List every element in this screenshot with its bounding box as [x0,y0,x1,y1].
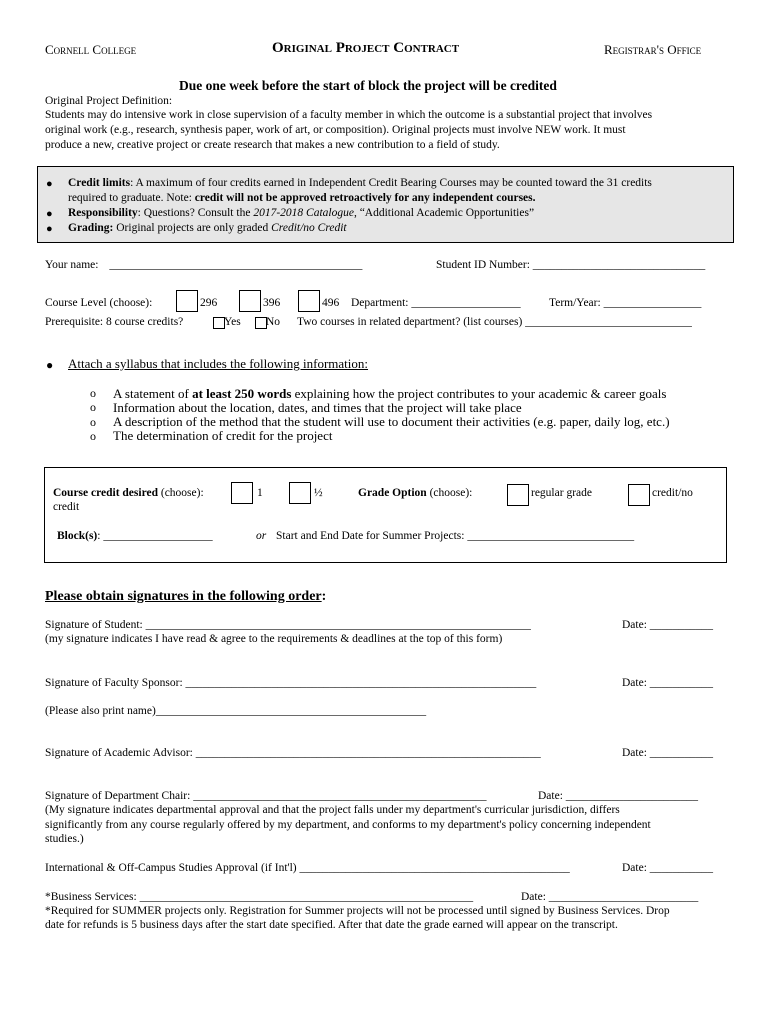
or-text: or [256,530,267,542]
level-296-checkbox[interactable] [176,290,198,312]
syllabus-heading: Attach a syllabus that includes the following information: [68,356,369,371]
credit-desired-choose: (choose): [157,487,204,499]
chair-date-field[interactable]: _______________________ [565,790,699,802]
course-level-label: Course Level (choose): [45,297,153,309]
circle-bullet-icon: o [90,386,96,400]
credit-limits-label: Credit limits [68,177,131,189]
bullet-icon: ● [46,208,53,220]
business-signature-row [45,891,473,903]
faculty-date-row [622,677,713,689]
prereq-no-label: No [266,316,281,328]
department-field[interactable]: ___________________ [411,297,521,309]
bullet-icon: ● [46,358,54,372]
chair-note-line-2: significantly from any course regularly offered by my department, and conforms to my department's policy concerning independent [45,819,651,831]
level-396-label: 396 [263,297,281,309]
faculty-date-label: Date: [622,677,647,689]
registrar-office: Registrar's Office [604,42,702,57]
summer-row [276,530,634,542]
prereq-label: Prerequisite: [45,316,104,328]
two-courses-label: Two courses in related department? (list courses) [297,316,523,328]
syllabus-item-1-a: A statement of [113,386,193,401]
prereq-yes-label: Yes [224,316,241,328]
signatures-heading-colon: : [321,589,327,604]
print-name-label: (Please also print name) [45,705,156,717]
print-name-field[interactable]: _______________________________________________ [155,705,427,717]
chair-date-row [538,790,698,802]
student-date-label: Date: [622,619,647,631]
grade-regular-label: regular grade [531,487,592,499]
block-field[interactable]: ___________________ [103,530,213,542]
advisor-date-field[interactable]: ___________ [649,747,714,759]
student-date-row [622,619,713,631]
syllabus-item-3: A description of the method that the student will use to document their activities (e.g. paper, daily log, etc.) [113,414,670,429]
circle-bullet-icon: o [90,400,96,414]
student-id-field[interactable]: ______________________________ [532,259,706,271]
credit-limits-text: : A maximum of four credits earned in Independent Credit Bearing Courses may be counted toward the 31 credits [130,177,652,189]
business-date-label: Date: [521,891,546,903]
business-date-field[interactable]: __________________________ [548,891,699,903]
grading-text: Original projects are only graded [113,222,272,234]
advisor-signature-row [45,747,541,759]
credit-limits-note: required to graduate. Note: [68,192,195,204]
level-296-label: 296 [200,297,218,309]
advisor-date-label: Date: [622,747,647,759]
grading [68,222,347,234]
grading-mode: Credit/no Credit [271,222,347,234]
business-note-line-2: date for refunds is 5 business days after the start date specified. After that date the grade earned will appear on the transcript. [45,919,618,931]
faculty-signature-field[interactable]: _____________________________________________________________ [185,677,537,689]
advisor-signature-label: Signature of Academic Advisor: [45,747,193,759]
advisor-signature-field[interactable]: ____________________________________________________________ [195,747,541,759]
name-row [45,259,362,271]
credit-limits [68,177,652,189]
student-signature-field[interactable]: ___________________________________________________________________ [145,619,531,631]
college-name: Cornell College [45,42,137,57]
student-signature-row [45,619,531,631]
prereq-text: 8 course credits? [103,316,184,328]
signatures-heading [45,589,326,605]
summer-label: Start and End Date for Summer Projects: [276,530,465,542]
grading-label: Grading: [68,222,114,234]
block-row [57,530,213,542]
responsibility [68,207,534,219]
intl-signature-row [45,862,570,874]
credit-desired-label: Course credit desired [53,487,158,499]
chair-note-line-3: studies.) [45,833,84,845]
student-signature-note: (my signature indicates I have read & agree to the requirements & deadlines at the top of this form) [45,633,503,645]
syllabus-item-1-c: explaining how the project contributes to your academic & career goals [291,386,667,401]
chair-signature-label: Signature of Department Chair: [45,790,191,802]
student-date-field[interactable]: ___________ [649,619,714,631]
name-label: Your name: [45,259,99,271]
department-row [351,297,521,309]
block-colon: : [97,530,101,542]
credit-one-label: 1 [257,487,263,499]
definition-title: Original Project Definition: [45,95,173,107]
credit-limits-line-2 [68,192,536,204]
faculty-signature-label: Signature of Faculty Sponsor: [45,677,183,689]
student-id-row [436,259,705,271]
student-signature-label: Signature of Student: [45,619,143,631]
faculty-date-field[interactable]: ___________ [649,677,714,689]
credit-limits-warning: credit will not be approved retroactively for any independent courses. [194,192,536,204]
circle-bullet-icon: o [90,429,96,443]
responsibility-text: : Questions? Consult the [137,207,254,219]
business-signature-field[interactable]: __________________________________________________________ [139,891,474,903]
catalogue-ref: 2017-2018 Catalogue [253,207,354,219]
due-notice: Due one week before the start of block the project will be credited [179,78,557,93]
intl-date-row [622,862,713,874]
block-label: Block(s) [57,530,98,542]
signatures-heading-text: Please obtain signatures in the following order [45,589,322,604]
credit-one-checkbox[interactable] [231,482,253,504]
definition-line-3: produce a new, creative project or create research that makes a new contribution to a field of study. [45,139,500,151]
student-id-label: Student ID Number: [436,259,530,271]
level-496-label: 496 [322,297,340,309]
grade-option-label: Grade Option [358,487,427,499]
name-field[interactable]: ____________________________________________ [109,259,363,271]
level-496-checkbox[interactable] [298,290,320,312]
level-396-checkbox[interactable] [239,290,261,312]
intl-signature-label: International & Off-Campus Studies Approval (if Int'l) [45,862,297,874]
responsibility-section: , “Additional Academic Opportunities” [353,207,535,219]
credit-half-checkbox[interactable] [289,482,311,504]
business-date-row [521,891,698,903]
term-label: Term/Year: [549,297,601,309]
chair-signature-row [45,790,486,802]
credit-box [44,467,727,563]
business-signature-label: *Business Services: [45,891,137,903]
credit-wrap: credit [53,501,80,513]
syllabus-item-2: Information about the location, dates, and times that the project will take place [113,400,522,415]
responsibility-label: Responsibility [68,207,138,219]
intl-signature-field[interactable]: _______________________________________________ [299,862,570,874]
chair-note-line-1: (My signature indicates departmental approval and that the project falls under my department's curricular jurisdiction, differs [45,804,620,816]
page-title: Original Project Contract [272,40,460,56]
chair-date-label: Date: [538,790,563,802]
definition-line-1: Students may do intensive work in close supervision of a faculty member in which the outcome is a substantial project that involves [45,109,653,121]
grade-regular-checkbox[interactable] [507,484,529,506]
print-name-row [45,705,426,717]
bullet-icon: ● [46,178,53,190]
grade-option-row [358,487,472,499]
credit-half-label: ½ [314,487,323,499]
term-field[interactable]: _________________ [603,297,702,309]
grade-option-choose: (choose): [426,487,473,499]
prereq-row [45,316,183,328]
syllabus-item-1-b: at least 250 words [192,386,292,401]
bullet-icon: ● [46,223,53,235]
grade-credit-checkbox[interactable] [628,484,650,506]
intl-date-label: Date: [622,862,647,874]
term-row [549,297,701,309]
advisor-date-row [622,747,713,759]
department-label: Department: [351,297,409,309]
definition-line-2: original work (e.g., research, synthesis paper, work of art, or composition). Original projects must involve NEW work. It must [45,124,626,136]
business-note-line-1: *Required for SUMMER projects only. Registration for Summer projects will not be processed until signed by Business Services. Drop [45,905,670,917]
faculty-signature-row [45,677,536,689]
summer-field[interactable]: _____________________________ [467,530,635,542]
two-courses-field[interactable]: _____________________________ [525,316,692,328]
grade-credit-label: credit/no [652,487,693,499]
chair-signature-field[interactable]: ___________________________________________________ [193,790,487,802]
credit-desired-row [53,487,204,499]
circle-bullet-icon: o [90,415,96,429]
syllabus-item-4: The determination of credit for the project [113,428,333,443]
intl-date-field[interactable]: ___________ [649,862,714,874]
two-courses-row [297,316,692,328]
